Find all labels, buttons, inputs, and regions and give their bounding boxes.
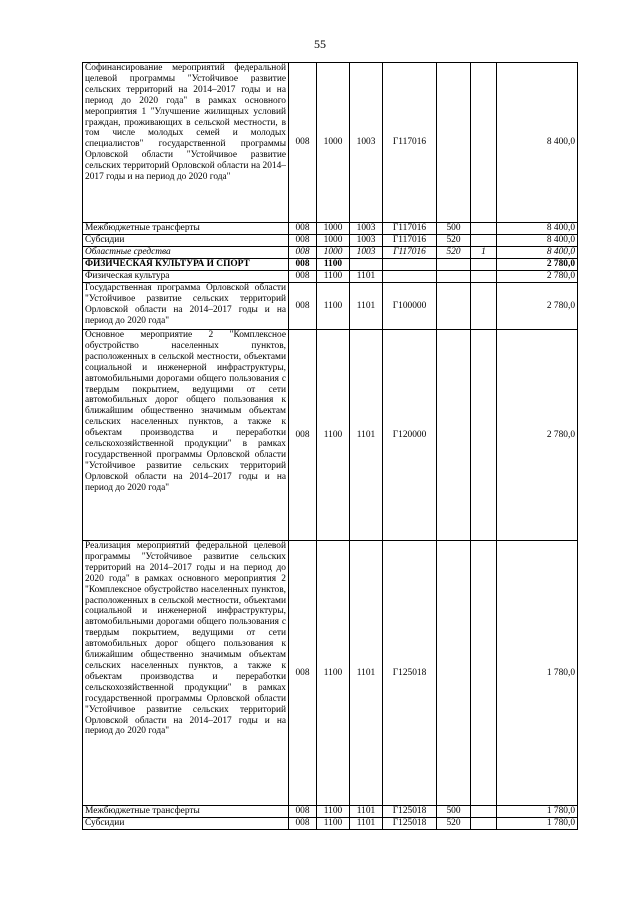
- section-code: 1100: [317, 541, 350, 806]
- subsection-code: 1101: [350, 818, 383, 830]
- amount: 2 780,0: [497, 330, 578, 541]
- ministry-code: 008: [289, 283, 317, 330]
- row-name: ФИЗИЧЕСКАЯ КУЛЬТУРА И СПОРТ: [83, 259, 289, 271]
- table-row: [83, 63, 578, 223]
- expense-type-code: 520: [437, 235, 471, 247]
- expense-type-code: [437, 330, 471, 541]
- table-row: [83, 818, 578, 830]
- expense-type-code: 500: [437, 223, 471, 235]
- budget-table: [82, 62, 578, 830]
- expense-type-code: 520: [437, 247, 471, 259]
- target-code: Г117016: [383, 247, 437, 259]
- target-code: Г117016: [383, 63, 437, 223]
- section-code: 1100: [317, 271, 350, 283]
- ministry-code: 008: [289, 818, 317, 830]
- subsection-code: 1003: [350, 63, 383, 223]
- extra-code: [471, 330, 497, 541]
- row-name: Основное мероприятие 2 "Комплексное обустройство населенных пунктов, расположенных в сельской местности, объектами социальной и инженерной инфраструктуры, автомобильными дорогами общего пользования с твердым покрытием, ведущими от сети автомобильных дорог общего пользования к ближайшим общественно значимым объектам сельских населенных пунктов, а также к объектам производства и переработки сельскохозяйственной продукции" в рамках государственной программы Орловской области "Устойчивое развитие сельских территорий Орловской области на 2014–2017 годы и на период до 2020 года": [83, 330, 289, 541]
- extra-code: [471, 818, 497, 830]
- extra-code: 1: [471, 247, 497, 259]
- amount: 2 780,0: [497, 259, 578, 271]
- row-name: Реализация мероприятий федеральной целевой программы "Устойчивое развитие сельских территорий на 2014–2017 годы и на период до 2020 года" в рамках основного мероприятия 2 "Комплексное обустройство населенных пунктов, расположенных в сельской местности, объектами социальной и инженерной инфраструктуры, автомобильными дорогами общего пользования с твердым покрытием, ведущими от сети автомобильных дорог общего пользования к ближайшим общественно значимым объектам сельских населенных пунктов, а также к объектам производства и переработки сельскохозяйственной продукции" в рамках государственной программы Орловской области "Устойчивое развитие сельских территорий Орловской области на 2014–2017 годы и на период до 2020 года": [83, 541, 289, 806]
- page-number: 55: [314, 37, 326, 51]
- extra-code: [471, 259, 497, 271]
- row-name: Межбюджетные трансферты: [83, 223, 289, 235]
- target-code: Г125018: [383, 806, 437, 818]
- table-row: [83, 283, 578, 330]
- ministry-code: 008: [289, 247, 317, 259]
- target-code: Г117016: [383, 223, 437, 235]
- subsection-code: 1101: [350, 541, 383, 806]
- extra-code: [471, 271, 497, 283]
- section-code: 1100: [317, 806, 350, 818]
- target-code: [383, 259, 437, 271]
- expense-type-code: [437, 271, 471, 283]
- subsection-code: 1003: [350, 247, 383, 259]
- target-code: Г125018: [383, 818, 437, 830]
- row-name: Межбюджетные трансферты: [83, 806, 289, 818]
- expense-type-code: 520: [437, 818, 471, 830]
- table-row: [83, 271, 578, 283]
- extra-code: [471, 223, 497, 235]
- subsection-code: 1003: [350, 223, 383, 235]
- section-code: 1100: [317, 330, 350, 541]
- amount: 1 780,0: [497, 818, 578, 830]
- ministry-code: 008: [289, 806, 317, 818]
- row-name: Софинансирование мероприятий федеральной целевой программы "Устойчивое развитие сельских территорий на 2014–2017 годы и на период до 2020 года" в рамках основного мероприятия 1 "Улучшение жилищных условий граждан, проживающих в сельской местности, в том числе молодых семей и молодых специалистов" государственной программы Орловской области "Устойчивое развитие сельских территорий Орловской области на 2014–2017 годы и на период до 2020 года": [83, 63, 289, 223]
- ministry-code: 008: [289, 223, 317, 235]
- amount: 8 400,0: [497, 247, 578, 259]
- expense-type-code: 500: [437, 806, 471, 818]
- subsection-code: 1101: [350, 330, 383, 541]
- section-code: 1100: [317, 259, 350, 271]
- subsection-code: [350, 259, 383, 271]
- amount: 2 780,0: [497, 283, 578, 330]
- section-code: 1100: [317, 283, 350, 330]
- row-name: Субсидии: [83, 235, 289, 247]
- expense-type-code: [437, 283, 471, 330]
- table-row: [83, 259, 578, 271]
- ministry-code: 008: [289, 330, 317, 541]
- row-name: Государственная программа Орловской области "Устойчивое развитие сельских территорий Орловской области на 2014–2017 годы и на период до 2020 года": [83, 283, 289, 330]
- ministry-code: 008: [289, 235, 317, 247]
- row-name: Областные средства: [83, 247, 289, 259]
- table-row: [83, 235, 578, 247]
- amount: 1 780,0: [497, 541, 578, 806]
- ministry-code: 008: [289, 259, 317, 271]
- section-code: 1000: [317, 247, 350, 259]
- subsection-code: 1101: [350, 806, 383, 818]
- extra-code: [471, 806, 497, 818]
- expense-type-code: [437, 259, 471, 271]
- table-row: [83, 330, 578, 541]
- amount: 8 400,0: [497, 223, 578, 235]
- table-row: [83, 806, 578, 818]
- section-code: 1000: [317, 235, 350, 247]
- table-row: [83, 541, 578, 806]
- expense-type-code: [437, 63, 471, 223]
- subsection-code: 1003: [350, 235, 383, 247]
- target-code: Г120000: [383, 330, 437, 541]
- section-code: 1000: [317, 223, 350, 235]
- row-name: Субсидии: [83, 818, 289, 830]
- extra-code: [471, 283, 497, 330]
- subsection-code: 1101: [350, 271, 383, 283]
- section-code: 1100: [317, 818, 350, 830]
- amount: 1 780,0: [497, 806, 578, 818]
- table-row: [83, 223, 578, 235]
- amount: 8 400,0: [497, 235, 578, 247]
- ministry-code: 008: [289, 271, 317, 283]
- section-code: 1000: [317, 63, 350, 223]
- target-code: Г125018: [383, 541, 437, 806]
- ministry-code: 008: [289, 63, 317, 223]
- amount: 2 780,0: [497, 271, 578, 283]
- extra-code: [471, 235, 497, 247]
- amount: 8 400,0: [497, 63, 578, 223]
- expense-type-code: [437, 541, 471, 806]
- target-code: Г100000: [383, 283, 437, 330]
- target-code: [383, 271, 437, 283]
- table-row: [83, 247, 578, 259]
- ministry-code: 008: [289, 541, 317, 806]
- row-name: Физическая культура: [83, 271, 289, 283]
- extra-code: [471, 63, 497, 223]
- subsection-code: 1101: [350, 283, 383, 330]
- extra-code: [471, 541, 497, 806]
- target-code: Г117016: [383, 235, 437, 247]
